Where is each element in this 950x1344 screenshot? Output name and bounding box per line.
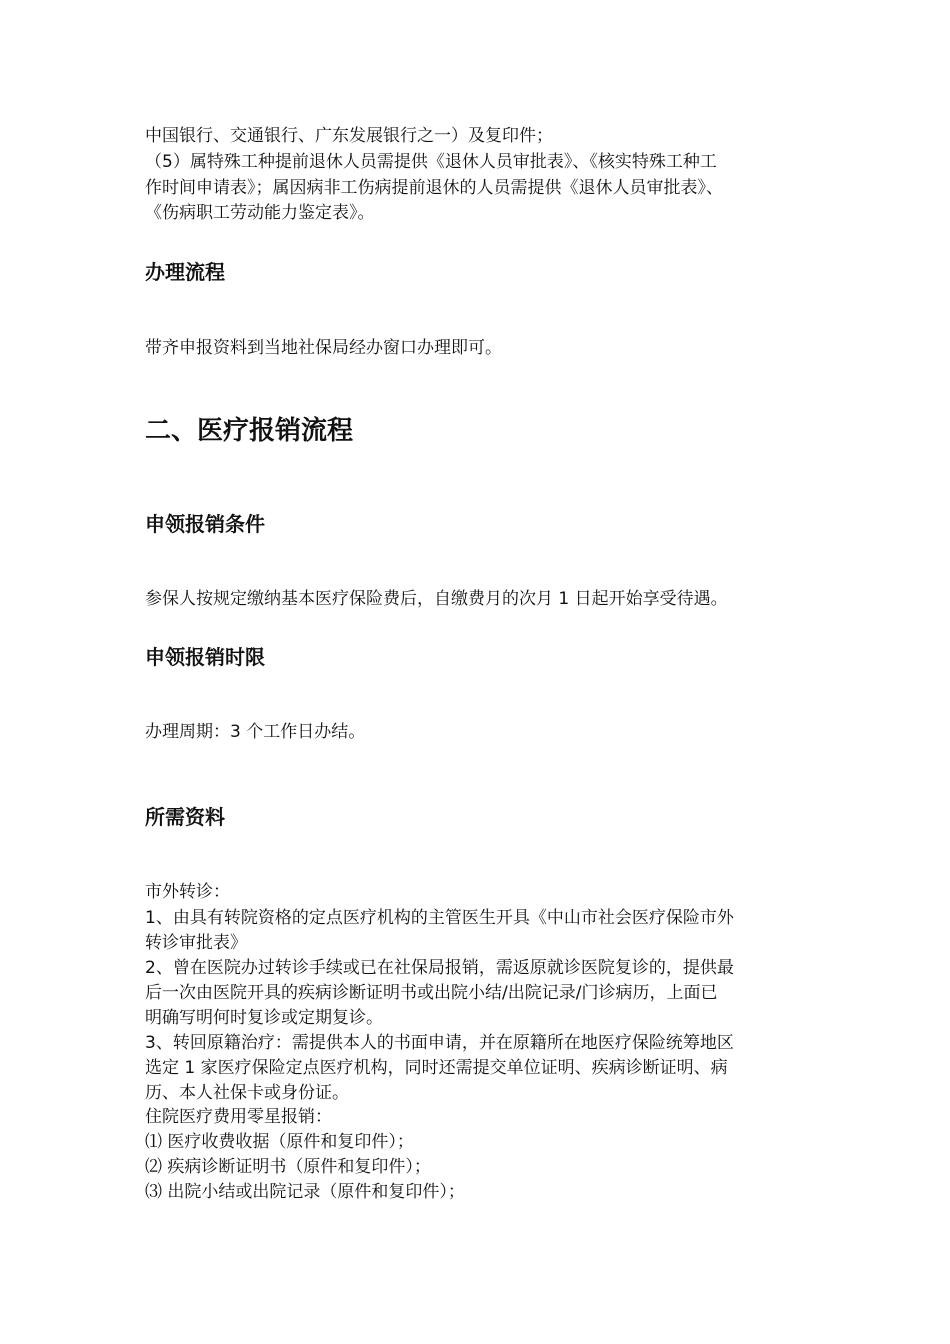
heading-conditions: 申领报销条件	[145, 512, 265, 536]
text-line: 作时间申请表》；属因病非工伤病提前退休的人员需提供《退休人员审批表》、	[145, 178, 723, 198]
text-conditions-body: 参保人按规定缴纳基本医疗保险费后，自缴费月的次月 1 日起开始享受待遇。	[145, 589, 728, 609]
text-line: 住院医疗费用零星报销：	[145, 1107, 332, 1127]
text-line: 选定 1 家医疗保险定点医疗机构，同时还需提交单位证明、疾病诊断证明、病	[145, 1058, 728, 1078]
text-line: 转诊审批表》	[145, 933, 247, 953]
text-line: ⑵ 疾病诊断证明书（原件和复印件）；	[145, 1157, 431, 1177]
text-line: 市外转诊：	[145, 882, 230, 902]
text-line: 3、转回原籍治疗：需提供本人的书面申请，并在原籍所在地医疗保险统筹地区	[145, 1033, 734, 1053]
heading-time-limit: 申领报销时限	[145, 645, 265, 669]
text-process-body: 带齐申报资料到当地社保局经办窗口办理即可。	[145, 338, 502, 358]
text-line: 《伤病职工劳动能力鉴定表》。	[145, 203, 375, 223]
text-line: 明确写明何时复诊或定期复诊。	[145, 1008, 383, 1028]
text-line: 后一次由医院开具的疾病诊断证明书或出院小结/出院记录/门诊病历，上面已	[145, 983, 718, 1003]
heading-materials: 所需资料	[145, 805, 225, 829]
text-line: （5）属特殊工种提前退休人员需提供《退休人员审批表》、《核实特殊工种工	[145, 152, 717, 172]
text-time-body: 办理周期：3 个工作日办结。	[145, 722, 366, 742]
heading-medical-reimbursement: 二、医疗报销流程	[145, 416, 354, 446]
text-line: 1、由具有转院资格的定点医疗机构的主管医生开具《中山市社会医疗保险市外	[145, 908, 734, 928]
heading-process: 办理流程	[145, 260, 225, 284]
text-line: 中国银行、交通银行、广东发展银行之一）及复印件；	[145, 126, 553, 146]
text-line: ⑶ 出院小结或出院记录（原件和复印件）；	[145, 1182, 465, 1202]
text-line: ⑴ 医疗收费收据（原件和复印件）；	[145, 1132, 414, 1152]
text-line: 历、本人社保卡或身份证。	[145, 1083, 349, 1103]
text-line: 2、曾在医院办过转诊手续或已在社保局报销，需返原就诊医院复诊的，提供最	[145, 958, 734, 978]
